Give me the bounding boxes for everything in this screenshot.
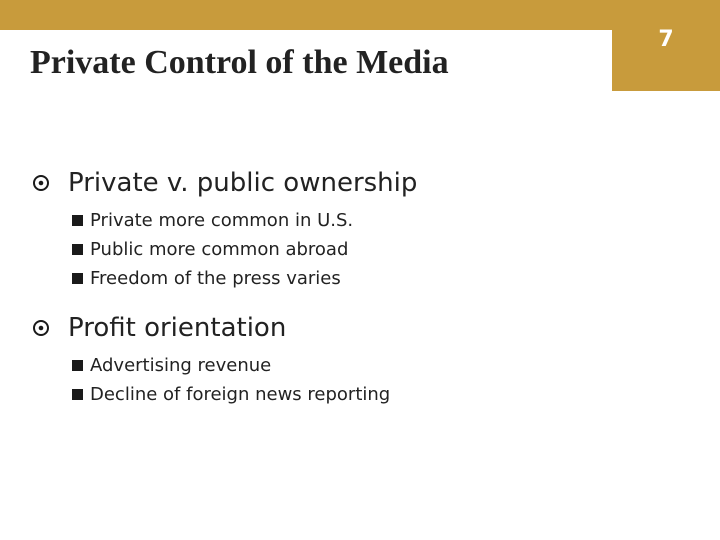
slide-number: 7 (658, 27, 674, 52)
sub-bullet-label: Freedom of the press varies (90, 268, 341, 289)
bullet-group (30, 309, 630, 409)
square-bullet-icon (72, 389, 83, 400)
bullet-label: Profit orientation (68, 313, 287, 343)
sub-bullet-item (70, 206, 630, 235)
sub-bullet-label: Decline of foreign news reporting (90, 384, 391, 405)
bullet-group (30, 164, 630, 293)
sub-bullet-list (70, 206, 630, 293)
square-bullet-icon (72, 360, 83, 371)
sub-bullet-label: Public more common abroad (90, 239, 349, 260)
square-bullet-icon (72, 215, 83, 226)
sub-bullet-item (70, 380, 630, 409)
sub-bullet-item (70, 264, 630, 293)
target-icon (32, 309, 62, 347)
bullet-item (30, 309, 630, 347)
slide-number-box (612, 0, 720, 91)
bullet-item (30, 164, 630, 202)
slide-content (30, 164, 630, 425)
square-bullet-icon (72, 273, 83, 284)
slide-title: Private Control of the Media (30, 44, 449, 81)
sub-bullet-item (70, 351, 630, 380)
sub-bullet-label: Private more common in U.S. (90, 210, 354, 231)
square-bullet-icon (72, 244, 83, 255)
sub-bullet-list (70, 351, 630, 409)
sub-bullet-item (70, 235, 630, 264)
bullet-label: Private v. public ownership (68, 168, 418, 198)
sub-bullet-label: Advertising revenue (90, 355, 272, 376)
target-icon (32, 164, 62, 202)
